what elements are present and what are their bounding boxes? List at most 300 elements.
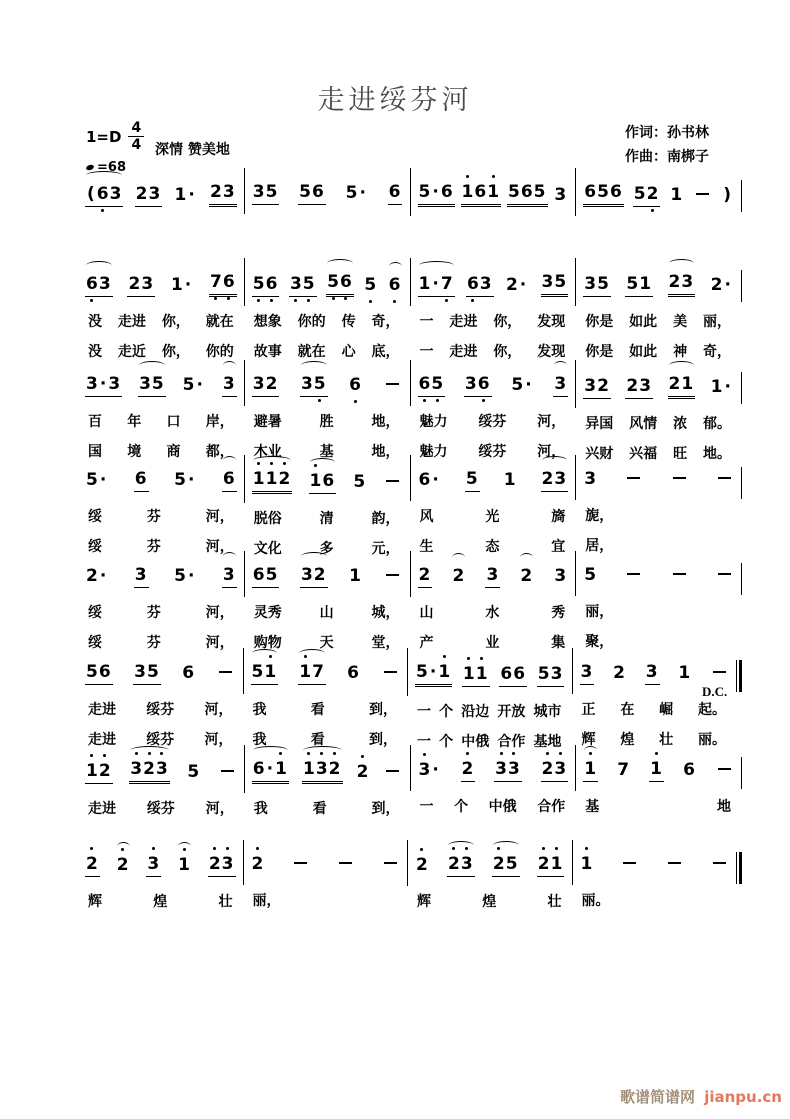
measure bbox=[243, 840, 408, 911]
lyricist-credit: 作词：孙书林 bbox=[625, 125, 709, 141]
lyric-syllable: 山 bbox=[319, 605, 334, 621]
lyrics-line-2 bbox=[575, 341, 741, 361]
measure bbox=[78, 455, 244, 558]
note-beam-group bbox=[222, 565, 237, 588]
note-digit: 5 bbox=[314, 374, 327, 394]
lyric-syllable: 发现 bbox=[537, 344, 566, 360]
note-beam-group bbox=[710, 854, 729, 876]
note-digit: 3 bbox=[141, 274, 155, 294]
note-beam-group bbox=[633, 184, 661, 207]
note-group bbox=[388, 275, 403, 297]
notes-row bbox=[78, 258, 244, 306]
measure bbox=[244, 455, 410, 558]
lyric-syllable: 芬 bbox=[146, 509, 161, 525]
note-digit: 1 bbox=[303, 759, 316, 779]
note-digit: 6 bbox=[388, 182, 402, 202]
note-digit: 1 bbox=[487, 182, 500, 202]
note-digit: 2 bbox=[647, 184, 660, 204]
slur-arc bbox=[223, 552, 236, 561]
lyric-syllable: 岸， bbox=[205, 414, 234, 430]
note-beam-group bbox=[499, 664, 527, 687]
lyric-syllable: 灵秀 bbox=[253, 605, 282, 621]
note-beam-group bbox=[583, 565, 598, 587]
note-group bbox=[665, 854, 684, 876]
lyric-syllable: 水 bbox=[485, 605, 500, 621]
lyric-syllable: 芬 bbox=[146, 605, 161, 621]
note-beam-group bbox=[670, 565, 689, 587]
notes-row bbox=[575, 455, 741, 500]
lyric-syllable: 光 bbox=[485, 509, 500, 525]
note-beam-group bbox=[252, 565, 280, 588]
high-octave-dot bbox=[423, 753, 426, 756]
note-digit: 5 bbox=[597, 182, 610, 202]
note-digit: 2 bbox=[143, 759, 156, 779]
high-octave-dot bbox=[546, 752, 549, 755]
note-beam-group bbox=[541, 469, 569, 492]
lyric-syllable: 到， bbox=[371, 801, 400, 817]
note-group bbox=[348, 375, 363, 397]
note-beam-group bbox=[383, 375, 402, 397]
note-digit: 3 bbox=[147, 854, 160, 874]
note-group bbox=[208, 854, 236, 877]
note-group bbox=[251, 662, 279, 685]
slur-arc bbox=[86, 261, 112, 270]
low-octave-dot bbox=[270, 299, 273, 302]
note-beam-group bbox=[348, 566, 363, 588]
extension-dash bbox=[696, 193, 709, 195]
note-group bbox=[715, 760, 734, 782]
augmentation-dot: · bbox=[432, 470, 440, 490]
high-octave-dot bbox=[585, 847, 588, 850]
lyric-syllable: 辉 bbox=[88, 894, 102, 910]
lyric-syllable: 壮 bbox=[659, 732, 674, 748]
note-digit: 6 bbox=[520, 182, 534, 202]
augmentation-dot: · bbox=[432, 182, 440, 202]
lyric-syllable: 集 bbox=[551, 635, 566, 651]
high-octave-dot bbox=[183, 848, 186, 851]
note-group bbox=[298, 182, 326, 205]
note-digit: 3 bbox=[419, 760, 432, 780]
measure bbox=[244, 168, 410, 216]
notes-row bbox=[78, 745, 244, 793]
extension-dash bbox=[339, 862, 352, 864]
lyric-syllable: 走进 bbox=[88, 702, 116, 718]
key-label: 1=D bbox=[86, 127, 122, 146]
note-group bbox=[461, 759, 476, 782]
lyric-syllable: 聚， bbox=[585, 634, 614, 650]
note-group bbox=[461, 182, 502, 207]
note-digit: 6 bbox=[500, 664, 514, 684]
note-digit: 5 bbox=[597, 274, 610, 294]
notes-row bbox=[410, 455, 576, 501]
parenthesis: ( bbox=[87, 184, 96, 204]
note-group bbox=[620, 854, 639, 876]
extension-dash bbox=[713, 671, 726, 673]
note-digit: 1 bbox=[463, 664, 476, 684]
note-digit: 5 bbox=[251, 662, 265, 682]
lyric-syllable: 如此 bbox=[629, 314, 658, 330]
lyric-syllable: 天 bbox=[319, 635, 334, 651]
low-octave-dot bbox=[423, 399, 426, 402]
note-beam-group bbox=[541, 759, 569, 782]
slur-arc bbox=[301, 361, 327, 370]
lyrics-line-1 bbox=[78, 411, 244, 431]
note-group bbox=[537, 854, 565, 877]
notes-row bbox=[78, 840, 243, 886]
note-digit: 3 bbox=[109, 184, 123, 204]
note-beam-group bbox=[352, 472, 367, 494]
lyrics-line-1 bbox=[78, 891, 243, 911]
measure bbox=[78, 648, 243, 751]
lyrics-line-1 bbox=[78, 602, 244, 622]
note-beam-group bbox=[451, 566, 466, 588]
note-beam-group bbox=[721, 185, 734, 207]
watermark-site-name: 歌谱简谱网 bbox=[619, 1088, 695, 1106]
note-beam-group bbox=[418, 470, 442, 492]
note-digit: 1 bbox=[178, 855, 191, 875]
note-beam-group bbox=[624, 469, 643, 491]
high-octave-dot bbox=[555, 847, 558, 850]
extension-dash bbox=[221, 770, 234, 772]
measure bbox=[244, 551, 410, 652]
note-beam-group bbox=[326, 272, 354, 297]
note-beam-group bbox=[85, 854, 100, 877]
time-numerator: 4 bbox=[128, 120, 144, 137]
augmentation-dot: · bbox=[188, 185, 196, 205]
note-group bbox=[222, 469, 237, 492]
note-group bbox=[418, 565, 433, 588]
lyric-syllable: 看 bbox=[310, 702, 325, 718]
low-octave-dot bbox=[332, 297, 335, 300]
parenthesis: ) bbox=[723, 185, 732, 205]
note-group bbox=[541, 272, 569, 297]
note-group bbox=[85, 470, 109, 492]
lyric-syllable: 国 bbox=[88, 444, 102, 460]
page-title: 走进绥芬河 bbox=[317, 85, 473, 115]
note-beam-group bbox=[710, 663, 729, 685]
lyric-syllable: 煌 bbox=[153, 894, 168, 910]
note-digit: 2 bbox=[597, 376, 610, 396]
note-digit: 3 bbox=[550, 664, 564, 684]
lyric-syllable: 山 bbox=[419, 605, 434, 621]
extension-dash bbox=[668, 862, 681, 864]
lyric-syllable: 多 bbox=[319, 541, 334, 557]
lyric-syllable: 旖 bbox=[551, 509, 566, 525]
lyric-syllable: 崛 bbox=[659, 702, 674, 718]
note-group bbox=[300, 565, 328, 588]
note-beam-group bbox=[383, 762, 402, 784]
measure-row bbox=[78, 168, 741, 216]
barline bbox=[741, 270, 742, 302]
note-digit: 3 bbox=[300, 374, 314, 394]
high-octave-dot bbox=[466, 752, 469, 755]
note-group bbox=[252, 374, 280, 397]
note-beam-group bbox=[616, 760, 631, 782]
lyric-syllable: 河， bbox=[204, 702, 233, 718]
augmentation-dot: · bbox=[429, 662, 438, 682]
note-digit: 5 bbox=[554, 272, 568, 292]
note-beam-group bbox=[466, 274, 494, 297]
note-group bbox=[252, 182, 280, 205]
measure bbox=[78, 840, 243, 911]
lyric-syllable: 堂， bbox=[371, 635, 400, 651]
note-beam-group bbox=[583, 274, 611, 297]
music-system bbox=[78, 360, 742, 463]
note-beam-group bbox=[186, 762, 201, 784]
lyric-syllable: 个 bbox=[439, 734, 454, 750]
note-digit: 3 bbox=[252, 182, 266, 202]
lyric-syllable: 绥 bbox=[88, 605, 102, 621]
note-beam-group bbox=[170, 275, 194, 297]
note-group bbox=[415, 855, 430, 877]
high-octave-dot bbox=[465, 847, 468, 850]
lyric-syllable: 业 bbox=[485, 635, 500, 651]
note-digit: 6 bbox=[349, 375, 362, 395]
lyric-syllable: 绥芬 bbox=[146, 801, 175, 817]
note-group bbox=[383, 472, 402, 494]
note-beam-group bbox=[668, 374, 696, 399]
note-digit: 1 bbox=[462, 182, 475, 202]
slur-arc bbox=[669, 259, 695, 268]
measure bbox=[78, 551, 244, 652]
note-digit: 1 bbox=[438, 662, 451, 682]
key-signature bbox=[86, 120, 144, 153]
measure bbox=[407, 840, 572, 911]
note-group bbox=[352, 472, 367, 494]
note-digit: 2 bbox=[265, 374, 279, 394]
high-octave-dot bbox=[226, 847, 229, 850]
note-digit: 2 bbox=[416, 855, 429, 875]
note-beam-group bbox=[668, 272, 696, 297]
note-beam-group bbox=[181, 663, 196, 685]
note-beam-group bbox=[669, 185, 684, 207]
note-beam-group bbox=[519, 566, 534, 588]
note-digit: 2 bbox=[542, 759, 555, 779]
barline-thick bbox=[739, 660, 742, 692]
notes-row bbox=[572, 840, 737, 885]
note-digit: 2 bbox=[613, 663, 626, 683]
note-beam-group bbox=[541, 272, 569, 297]
note-digit: 2 bbox=[329, 759, 342, 779]
note-digit: 5 bbox=[507, 182, 521, 202]
note-beam-group bbox=[218, 762, 237, 784]
lyric-syllable: 看 bbox=[312, 801, 327, 817]
note-beam-group bbox=[138, 374, 166, 397]
note-group bbox=[715, 565, 734, 587]
note-digit: 5 bbox=[146, 662, 160, 682]
note-digit: 6 bbox=[347, 663, 360, 683]
note-group bbox=[173, 566, 197, 588]
note-digit: 3 bbox=[300, 565, 314, 585]
note-digit: 6 bbox=[467, 274, 480, 294]
lyric-syllable: 产 bbox=[419, 635, 434, 651]
augmentation-dot: · bbox=[99, 470, 108, 490]
time-denominator: 4 bbox=[131, 137, 142, 153]
lyric-syllable: 风情 bbox=[629, 416, 658, 432]
high-octave-dot bbox=[135, 752, 138, 755]
note-group bbox=[670, 565, 689, 587]
lyrics-line-1 bbox=[244, 411, 410, 431]
note-group bbox=[216, 663, 235, 685]
watermark-link[interactable]: jianpu.cn bbox=[704, 1088, 782, 1106]
note-digit: 5 bbox=[265, 182, 279, 202]
music-system bbox=[78, 258, 742, 361]
note-group bbox=[298, 662, 326, 685]
note-beam-group bbox=[415, 662, 452, 687]
slur-arc bbox=[452, 553, 465, 562]
note-group bbox=[252, 469, 293, 494]
note-digit: 6 bbox=[474, 182, 488, 202]
lyrics-line-1 bbox=[243, 890, 408, 910]
note-beam-group bbox=[583, 376, 611, 399]
note-group bbox=[541, 759, 569, 782]
music-system bbox=[78, 648, 742, 751]
lyric-syllable: 居， bbox=[585, 538, 614, 554]
note-digit: 2 bbox=[462, 759, 475, 779]
note-digit: 6 bbox=[440, 182, 454, 202]
slur-arc bbox=[554, 361, 567, 370]
note-group bbox=[381, 854, 400, 876]
note-group bbox=[668, 374, 696, 399]
note-group bbox=[710, 275, 734, 297]
note-group bbox=[503, 470, 518, 492]
note-group bbox=[583, 182, 624, 207]
measure bbox=[78, 258, 244, 361]
note-digit: 3 bbox=[222, 565, 236, 585]
note-digit: 1 bbox=[266, 469, 279, 489]
note-beam-group bbox=[415, 855, 430, 877]
note-digit: 2 bbox=[520, 566, 534, 586]
note-digit: 1 bbox=[86, 761, 99, 781]
extension-dash bbox=[294, 862, 307, 864]
notes-row bbox=[78, 648, 243, 694]
measure bbox=[575, 168, 741, 216]
augmentation-dot: · bbox=[184, 275, 193, 295]
note-group bbox=[541, 469, 569, 492]
lyric-syllable: 你的 bbox=[205, 344, 234, 360]
note-beam-group bbox=[356, 762, 371, 784]
note-beam-group bbox=[418, 374, 446, 397]
note-group bbox=[383, 566, 402, 588]
note-beam-group bbox=[612, 663, 627, 685]
lyrics-line-1 bbox=[575, 413, 741, 433]
note-beam-group bbox=[85, 662, 113, 685]
notes-row bbox=[244, 745, 410, 793]
measure-row bbox=[78, 648, 736, 751]
lyrics-line-1 bbox=[407, 891, 572, 911]
extension-dash bbox=[386, 383, 399, 385]
lyric-syllable: 绥芬 bbox=[478, 444, 507, 460]
lyric-syllable: 煌 bbox=[620, 732, 635, 748]
note-beam-group bbox=[682, 760, 697, 782]
lyric-syllable: 沿边 bbox=[461, 704, 490, 720]
lyric-syllable: 一 bbox=[419, 344, 434, 360]
note-digit: 1 bbox=[476, 664, 489, 684]
note-digit: 1 bbox=[310, 471, 323, 491]
lyric-syllable: 地 bbox=[717, 799, 731, 815]
note-group bbox=[146, 854, 161, 877]
lyric-syllable: 想象 bbox=[253, 314, 282, 330]
lyric-syllable: 在 bbox=[620, 702, 635, 718]
lyric-syllable: 你， bbox=[161, 344, 190, 360]
note-group bbox=[218, 762, 237, 784]
composer-credit: 作曲：南梆子 bbox=[625, 149, 709, 165]
note-group bbox=[519, 566, 534, 588]
note-beam-group bbox=[710, 377, 734, 399]
slur-arc bbox=[252, 649, 278, 658]
note-beam-group bbox=[300, 565, 328, 588]
lyric-syllable: 你， bbox=[493, 344, 522, 360]
extension-dash bbox=[384, 862, 397, 864]
lyric-syllable: 合作 bbox=[497, 734, 526, 750]
note-group bbox=[669, 185, 684, 207]
slur-arc bbox=[253, 746, 288, 755]
measure bbox=[575, 551, 741, 652]
note-digit: 1 bbox=[650, 759, 663, 779]
note-beam-group bbox=[252, 274, 280, 297]
note-digit: 2 bbox=[668, 374, 682, 394]
note-digit: 2 bbox=[626, 376, 640, 396]
high-octave-dot bbox=[467, 657, 470, 660]
lyric-syllable: 没 bbox=[88, 314, 102, 330]
note-digit: 3 bbox=[554, 185, 568, 205]
note-digit: 3 bbox=[554, 469, 568, 489]
note-digit: 5 bbox=[626, 274, 640, 294]
lyric-syllable: 清 bbox=[319, 511, 334, 527]
lyric-syllable: 地。 bbox=[702, 446, 731, 462]
lyric-syllable: 生 bbox=[419, 539, 434, 555]
high-octave-dot bbox=[314, 464, 317, 467]
augmentation-dot: · bbox=[99, 374, 108, 394]
low-octave-dot bbox=[101, 209, 104, 212]
note-beam-group bbox=[208, 854, 236, 877]
high-octave-dot bbox=[589, 752, 592, 755]
note-beam-group bbox=[289, 274, 317, 297]
lyric-syllable: 百 bbox=[88, 414, 102, 430]
measure bbox=[575, 360, 741, 463]
lyric-syllable: 就在 bbox=[297, 344, 326, 360]
extension-dash bbox=[673, 477, 686, 479]
note-digit: 5 bbox=[253, 274, 266, 294]
note-digit: 2 bbox=[86, 566, 99, 586]
measure bbox=[244, 745, 410, 818]
slur-arc bbox=[419, 261, 454, 270]
lyrics-line-1 bbox=[244, 798, 410, 818]
note-digit: 2 bbox=[209, 854, 222, 874]
note-group bbox=[326, 272, 354, 297]
note-group bbox=[507, 182, 548, 207]
note-digit: 3 bbox=[108, 374, 122, 394]
measure-row bbox=[78, 455, 741, 558]
measure bbox=[410, 745, 576, 818]
lyric-syllable: 秀 bbox=[551, 605, 566, 621]
lyric-syllable: 就在 bbox=[205, 314, 234, 330]
notes-row bbox=[244, 551, 410, 597]
note-group bbox=[492, 854, 520, 877]
note-beam-group bbox=[715, 565, 734, 587]
lyric-syllable: 故事 bbox=[253, 344, 282, 360]
extension-dash bbox=[718, 768, 731, 770]
low-octave-dot bbox=[214, 297, 217, 300]
note-group bbox=[134, 565, 149, 588]
lyrics-line-1 bbox=[575, 505, 741, 525]
lyric-syllable: 你， bbox=[161, 314, 190, 330]
lyric-syllable: 合作 bbox=[537, 799, 566, 815]
low-octave-dot bbox=[257, 299, 260, 302]
note-beam-group bbox=[465, 469, 480, 492]
note-group bbox=[418, 374, 446, 397]
note-digit: 6 bbox=[389, 275, 402, 295]
